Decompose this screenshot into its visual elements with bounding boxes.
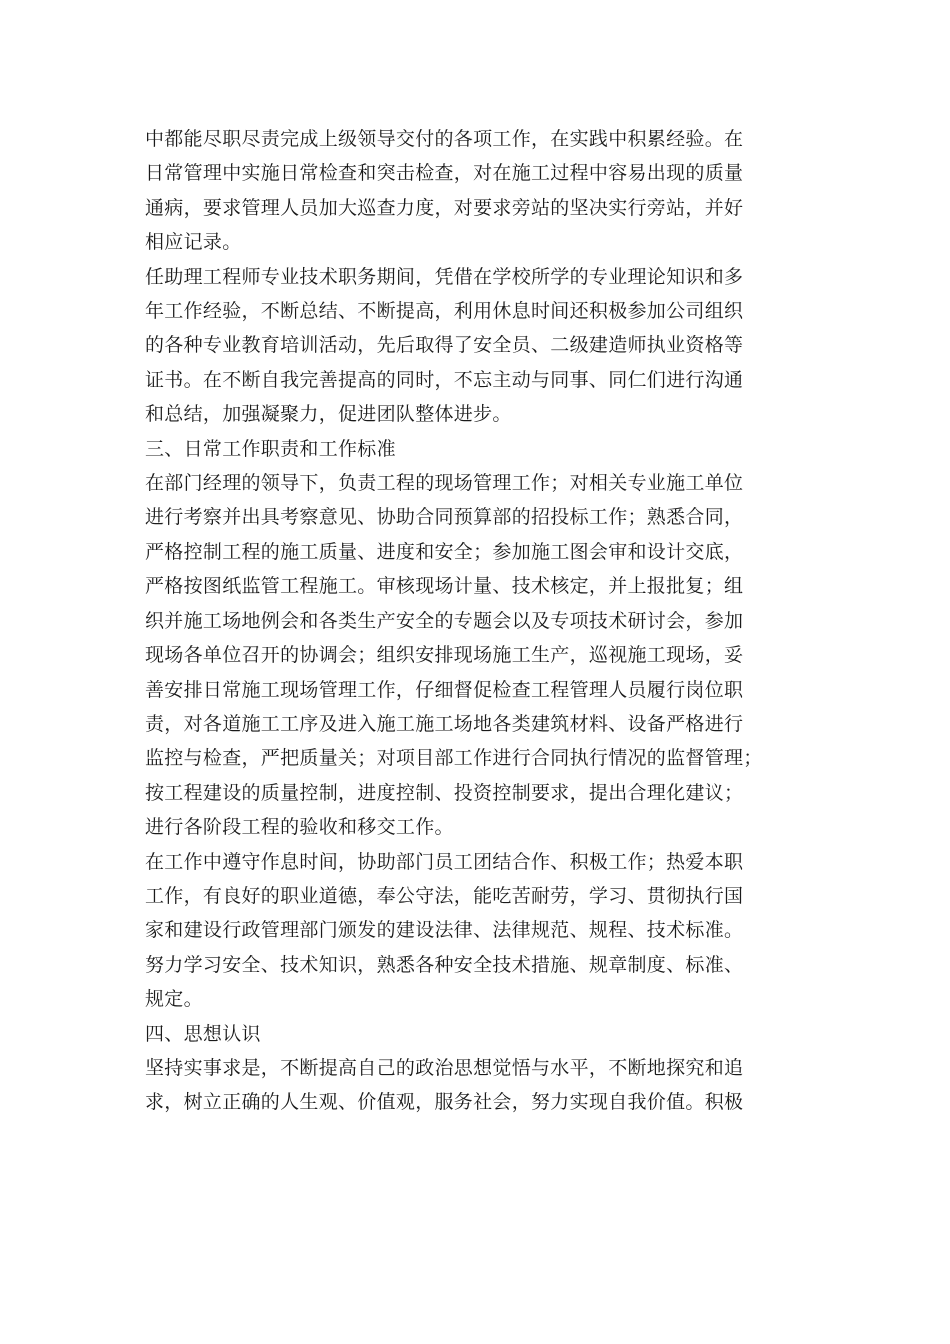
text-line: 在工作中遵守作息时间，协助部门员工团结合作、积极工作；热爱本职 bbox=[145, 850, 744, 873]
heading-text: 四、思想认识 bbox=[145, 1022, 261, 1045]
text-line: 坚持实事求是，不断提高自己的政治思想觉悟与水平，不断地探究和追 bbox=[145, 1056, 744, 1079]
text-line: 善安排日常施工现场管理工作，仔细督促检查工程管理人员履行岗位职 bbox=[145, 678, 744, 701]
text-line: 监控与检查，严把质量关；对项目部工作进行合同执行情况的监督管理； bbox=[145, 747, 763, 770]
paragraph-work-ethic bbox=[145, 845, 805, 1017]
section-heading-4 bbox=[145, 1017, 805, 1051]
text-line: 家和建设行政管理部门颁发的建设法律、法律规范、规程、技术标准。 bbox=[145, 919, 744, 942]
paragraph-assistant-engineer bbox=[145, 260, 805, 432]
text-line: 日常管理中实施日常检查和突击检查，对在施工过程中容易出现的质量 bbox=[145, 162, 744, 185]
text-line: 进行考察并出具考察意见、协助合同预算部的招投标工作；熟悉合同， bbox=[145, 506, 744, 529]
text-line: 织并施工场地例会和各类生产安全的专题会以及专项技术研讨会，参加 bbox=[145, 609, 744, 632]
text-line: 严格按图纸监管工程施工。审核现场计量、技术核定，并上报批复；组 bbox=[145, 575, 744, 598]
text-line: 中都能尽职尽责完成上级领导交付的各项工作，在实践中积累经验。在 bbox=[145, 128, 744, 150]
text-line: 通病，要求管理人员加大巡查力度，对要求旁站的坚决实行旁站，并好 bbox=[145, 196, 744, 219]
text-line: 相应记录。 bbox=[145, 231, 242, 254]
text-line: 努力学习安全、技术知识，熟悉各种安全技术措施、规章制度、标准、 bbox=[145, 953, 744, 976]
text-line: 任助理工程师专业技术职务期间，凭借在学校所学的专业理论知识和多 bbox=[145, 265, 744, 288]
text-line: 严格控制工程的施工质量、进度和安全；参加施工图会审和设计交底， bbox=[145, 540, 744, 563]
text-line: 规定。 bbox=[145, 988, 203, 1011]
text-line: 工作，有良好的职业道德，奉公守法，能吃苦耐劳，学习、贯彻执行国 bbox=[145, 884, 744, 907]
text-line: 求，树立正确的人生观、价值观，服务社会，努力实现自我价值。积极 bbox=[145, 1091, 744, 1114]
text-line: 和总结，加强凝聚力，促进团队整体进步。 bbox=[145, 403, 512, 426]
text-line: 按工程建设的质量控制，进度控制、投资控制要求，提出合理化建议； bbox=[145, 781, 744, 804]
paragraph-duties-practice bbox=[145, 122, 805, 260]
text-line: 现场各单位召开的协调会；组织安排现场施工生产，巡视施工现场，妥 bbox=[145, 644, 744, 667]
heading-text: 三、日常工作职责和工作标准 bbox=[145, 437, 396, 460]
paragraph-ideology bbox=[145, 1051, 805, 1120]
document-body bbox=[145, 122, 805, 1120]
text-line: 在部门经理的领导下，负责工程的现场管理工作；对相关专业施工单位 bbox=[145, 472, 744, 495]
text-line: 年工作经验，不断总结、不断提高，利用休息时间还积极参加公司组织 bbox=[145, 300, 744, 323]
text-line: 责，对各道施工工序及进入施工施工场地各类建筑材料、设备严格进行 bbox=[145, 712, 744, 735]
text-line: 的各种专业教育培训活动，先后取得了安全员、二级建造师执业资格等 bbox=[145, 334, 744, 357]
section-heading-3 bbox=[145, 432, 805, 466]
text-line: 证书。在不断自我完善提高的同时，不忘主动与同事、同仁们进行沟通 bbox=[145, 368, 744, 391]
text-line: 进行各阶段工程的验收和移交工作。 bbox=[145, 816, 454, 839]
paragraph-responsibilities bbox=[145, 466, 805, 844]
